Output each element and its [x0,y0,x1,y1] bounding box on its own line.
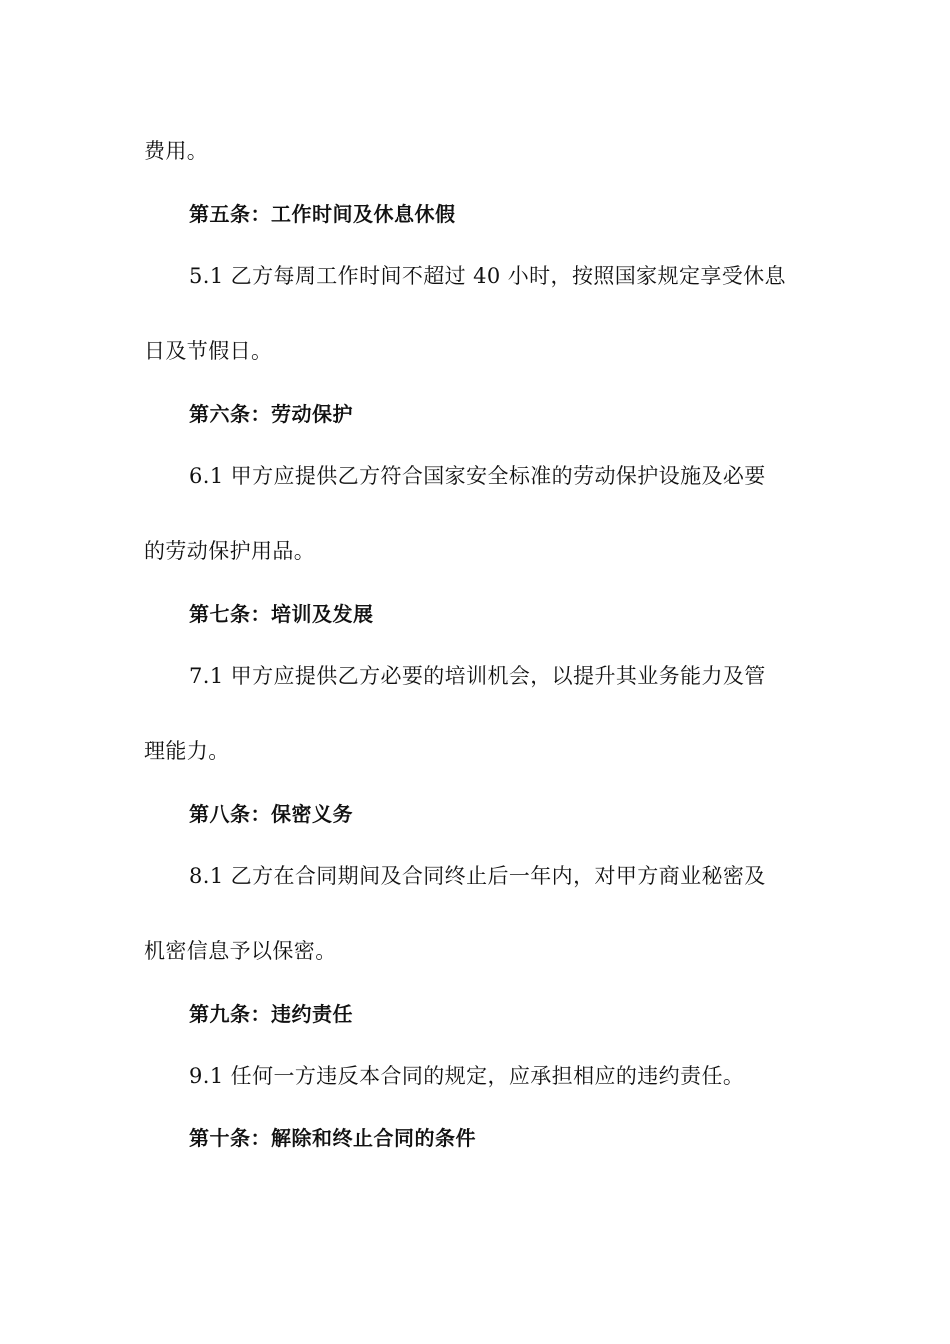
clause-9-1-line-1: 9.1 任何一方违反本合同的规定，应承担相应的违约责任。 [189,1064,745,1088]
clause-8-1-line-2: 机密信息予以保密。 [144,939,337,963]
clause-7-1-line-1: 7.1 甲方应提供乙方必要的培训机会，以提升其业务能力及管 [189,664,766,688]
article-10-heading: 第十条：解除和终止合同的条件 [189,1126,476,1150]
article-6-heading: 第六条：劳动保护 [189,402,353,426]
clause-5-1-line-2: 日及节假日。 [144,339,273,363]
paragraph-continuation-fees: 费用。 [144,139,209,163]
clause-5-1-line-1: 5.1 乙方每周工作时间不超过 40 小时，按照国家规定享受休息 [189,264,786,288]
article-9-heading: 第九条：违约责任 [189,1002,353,1026]
article-8-heading: 第八条：保密义务 [189,802,353,826]
clause-6-1-line-1: 6.1 甲方应提供乙方符合国家安全标准的劳动保护设施及必要 [189,464,766,488]
clause-6-1-line-2: 的劳动保护用品。 [144,539,316,563]
clause-7-1-line-2: 理能力。 [144,739,230,763]
article-5-heading: 第五条：工作时间及休息休假 [189,202,456,226]
article-7-heading: 第七条：培训及发展 [189,602,374,626]
clause-8-1-line-1: 8.1 乙方在合同期间及合同终止后一年内，对甲方商业秘密及 [189,864,766,888]
